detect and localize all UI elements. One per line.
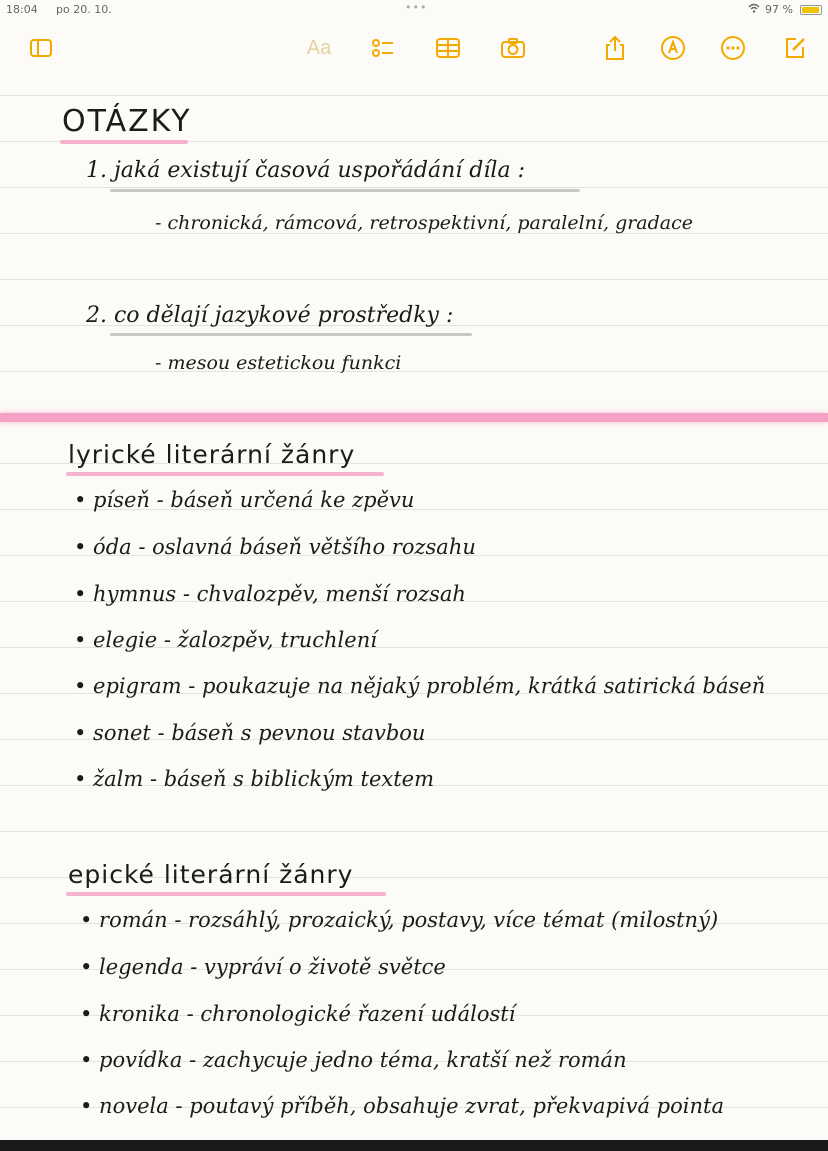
epic-heading-underline — [66, 892, 386, 896]
answer-2: - mesou estetickou funkci — [155, 352, 402, 374]
status-time: 18:04 — [6, 3, 38, 16]
lyric-heading-underline — [66, 472, 384, 476]
multitasking-grabber[interactable]: ••• — [405, 1, 428, 14]
epic-item: • kronika - chronologické řazení událostí — [80, 1002, 516, 1026]
question-1: 1. jaká existují časová uspořádání díla : — [86, 158, 525, 183]
markup-pen-icon[interactable] — [658, 34, 688, 62]
epic-item: • román - rozsáhlý, prozaický, postavy, více témat (milostný) — [80, 908, 719, 932]
status-bar — [0, 0, 828, 20]
sidebar-toggle-icon[interactable] — [26, 34, 56, 62]
format-text-button[interactable]: Aa — [306, 36, 332, 59]
camera-icon[interactable] — [498, 34, 528, 62]
status-date: po 20. 10. — [56, 3, 112, 16]
table-icon[interactable] — [433, 34, 463, 62]
checklist-icon[interactable] — [368, 34, 398, 62]
toolbar — [0, 20, 828, 76]
lyric-item: • hymnus - chvalozpěv, menší rozsah — [74, 582, 466, 606]
screen-bottom-edge — [0, 1140, 828, 1151]
share-icon[interactable] — [600, 34, 630, 62]
battery-icon — [800, 5, 822, 15]
lyric-item: • sonet - báseň s pevnou stavbou — [74, 721, 426, 745]
lyric-item: • epigram - poukazuje na nějaký problém, krátká satirická báseň — [74, 674, 766, 698]
battery-level-fill — [802, 7, 819, 13]
wifi-icon — [748, 3, 760, 16]
question-1-underline — [110, 189, 580, 192]
lyric-item: • elegie - žalozpěv, truchlení — [74, 628, 377, 652]
section-divider-highlight — [0, 413, 828, 422]
title-underline — [60, 140, 188, 144]
epic-item: • novela - poutavý příběh, obsahuje zvrat, překvapivá pointa — [80, 1094, 724, 1118]
lyric-genres-heading: lyrické literární žánry — [68, 440, 356, 469]
compose-new-note-icon[interactable] — [780, 34, 810, 62]
lyric-item: • píseň - báseň určená ke zpěvu — [74, 488, 415, 512]
question-2-underline — [110, 333, 472, 336]
battery-percent: 97 % — [765, 3, 793, 16]
lyric-item: • óda - oslavná báseň většího rozsahu — [74, 535, 476, 559]
question-2: 2. co dělají jazykové prostředky : — [86, 303, 454, 328]
epic-item: • legenda - vypráví o životě světce — [80, 955, 446, 979]
epic-genres-heading: epické literární žánry — [68, 860, 354, 889]
answer-1: - chronická, rámcová, retrospektivní, paralelní, gradace — [155, 212, 694, 234]
lyric-item: • žalm - báseň s biblickým textem — [74, 767, 435, 791]
more-options-icon[interactable] — [718, 34, 748, 62]
note-title: OTÁZKY — [62, 104, 192, 139]
epic-item: • povídka - zachycuje jedno téma, kratší než román — [80, 1048, 627, 1072]
